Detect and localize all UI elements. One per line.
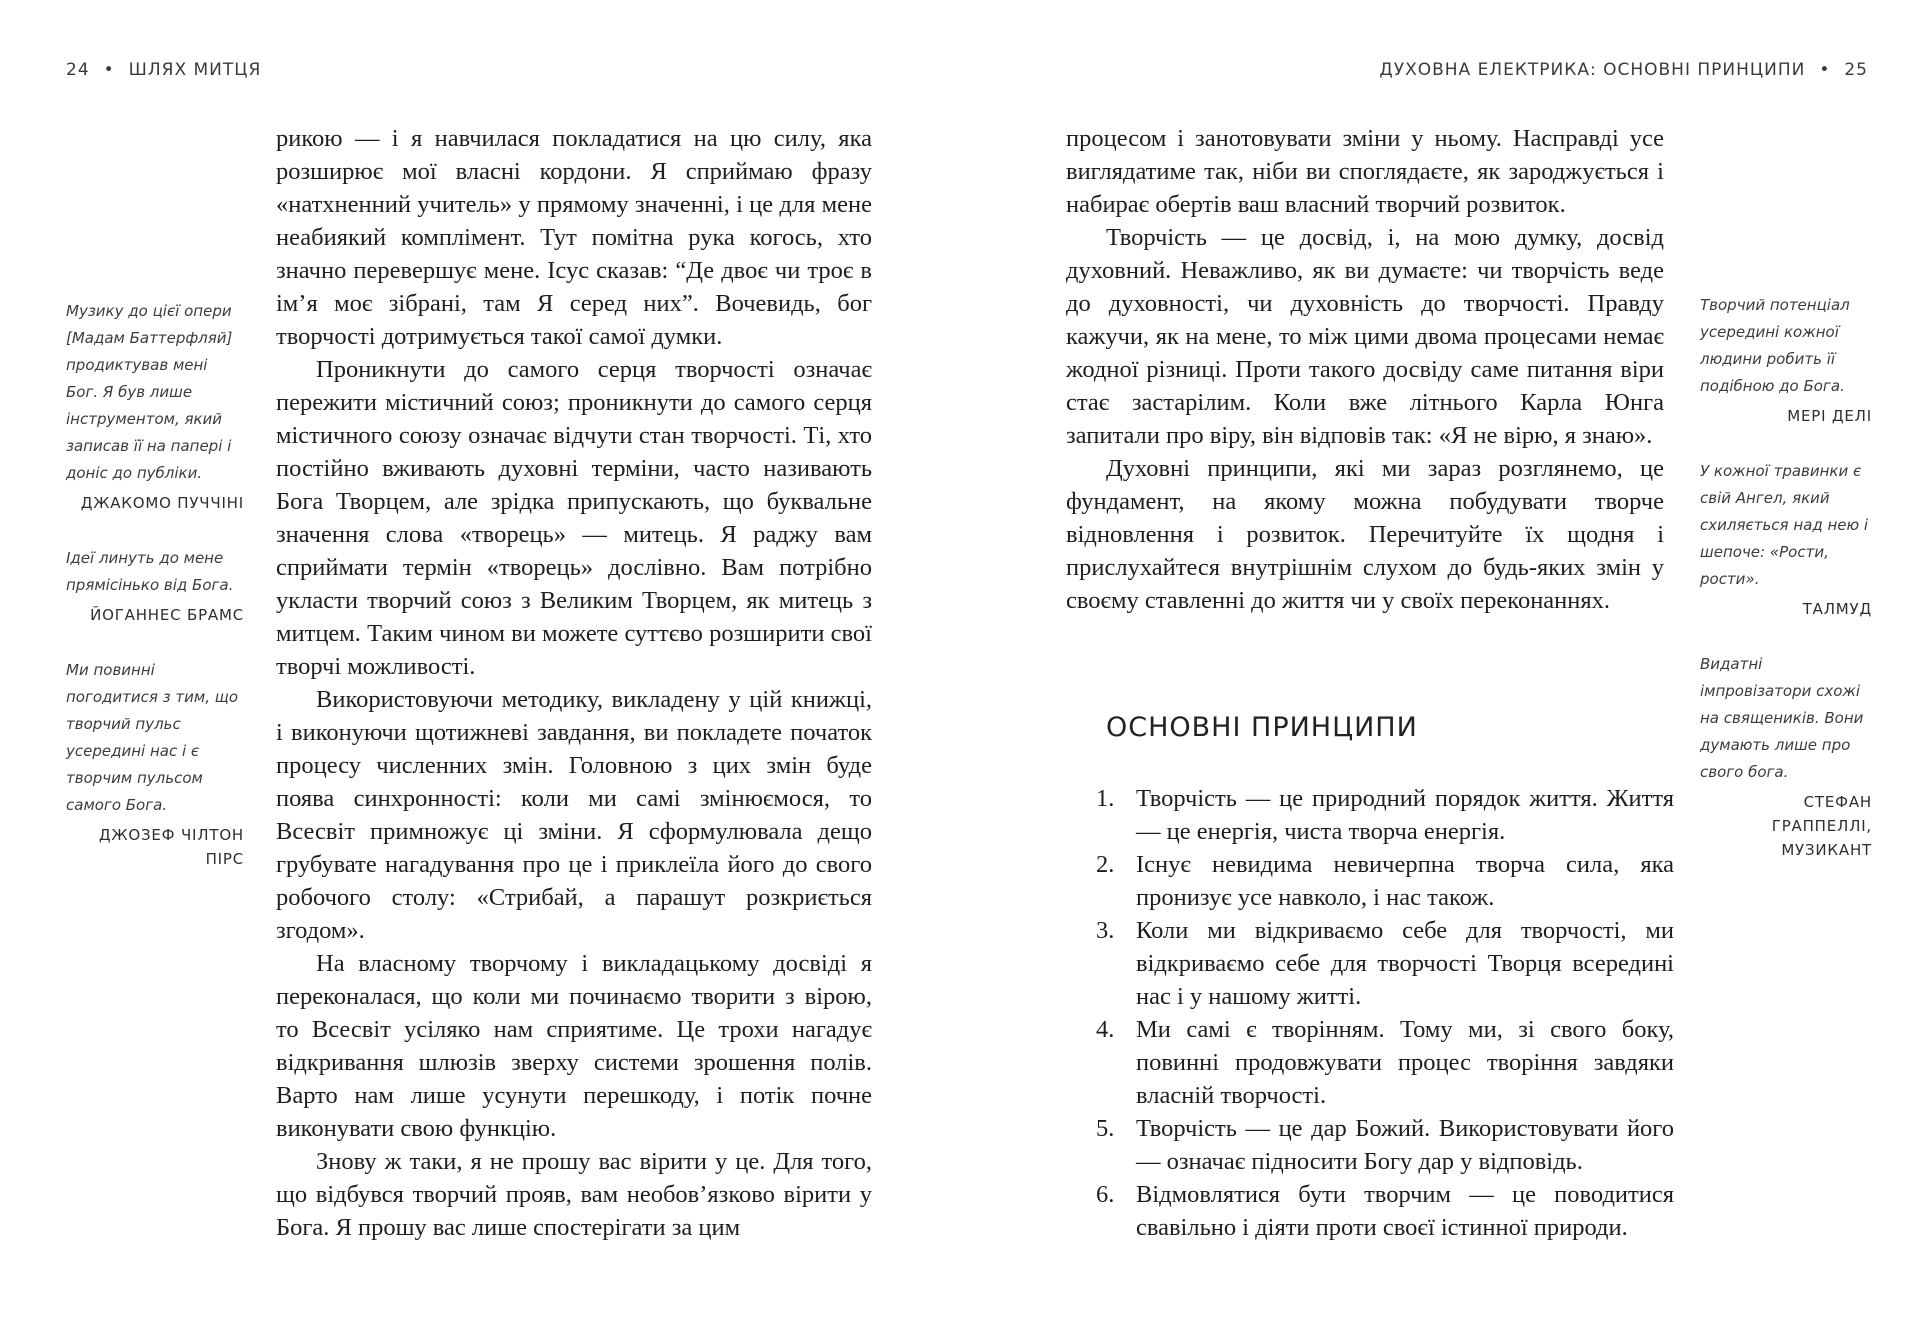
quote-author: СТЕФАН ГРАППЕЛЛІ, МУЗИКАНТ bbox=[1771, 793, 1872, 859]
list-item bbox=[1096, 782, 1674, 848]
paragraph: На власному творчому і викладацькому досвіді я переконалася, що коли ми починаємо творити з вірою, то Всесвіт усіляко нам сприятиме. Це трохи нагадує відкривання шлюзів зверху системи зрошення полів. Варто нам лише усунути перешкоду, і потік почне виконувати свою функцію. bbox=[276, 950, 872, 1142]
item-text: Відмовлятися бути творчим — це поводитися свавільно і діяти проти своєї істинної природи. bbox=[1136, 1181, 1674, 1241]
item-text: Творчість — це природний порядок життя. Життя — це енергія, чиста творча енергія. bbox=[1136, 785, 1674, 845]
quote-author: МЕРІ ДЕЛІ bbox=[1787, 407, 1872, 425]
item-text: Коли ми відкриваємо себе для творчості, ми відкриваємо себе для творчості Творця всередині нас і у нашому житті. bbox=[1136, 917, 1674, 1010]
chapter-title: ДУХОВНА ЕЛЕКТРИКА: ОСНОВНІ ПРИНЦИПИ bbox=[1379, 60, 1806, 80]
left-sidebar-quotes bbox=[66, 298, 244, 901]
sidebar-quote bbox=[1700, 292, 1872, 428]
item-text: Ми самі є творінням. Тому ми, зі свого боку, повинні продовжувати процес творіння завдяки власній творчості. bbox=[1136, 1016, 1674, 1109]
list-item bbox=[1096, 1178, 1674, 1244]
sidebar-quote bbox=[1700, 458, 1872, 621]
quote-text: Музику до цієї опери [Мадам Баттерфляй] продиктував мені Бог. Я був лише інструментом, який записав її на папері і доніс до публіки. bbox=[66, 302, 233, 482]
quote-author: ЙОГАННЕС БРАМС bbox=[90, 606, 244, 624]
quote-text: Ідеї линуть до мене прямісінько від Бога. bbox=[66, 549, 234, 594]
page-number: 24 bbox=[66, 60, 90, 80]
quote-text: Видатні імпровізатори схожі на священиків. Вони думають лише про свого бога. bbox=[1700, 655, 1864, 781]
quote-text: Творчий потенціал усередині кожної людини робить її подібною до Бога. bbox=[1700, 296, 1850, 395]
right-running-head bbox=[1379, 60, 1868, 80]
sidebar-quote bbox=[66, 657, 244, 871]
paragraph: Використовуючи методику, викладену у цій книжці, і виконуючи щотижневі завдання, ви покладете початок процесу численних змін. Головною з цих змін буде поява синхронності: коли ми самі змінюємося, то Всесвіт примножує ці зміни. Я сформулювала дещо грубувате нагадування про це і приклеїла його до свого робочого столу: «Стрибай, а парашут розкриється згодом». bbox=[276, 686, 872, 944]
right-page bbox=[960, 0, 1920, 1325]
paragraph: Творчість — це досвід, і, на мою думку, досвід духовний. Неважливо, як ви думаєте: чи творчість веде до духовності, чи духовність до творчості. Правду кажучи, як на мене, то між цими двома процесами немає жодної різниці. Проти такого досвіду саме питання віри стає застарілим. Коли вже літнього Карла Юнга запитали про віру, він відповів так: «Я не вірю, я знаю». bbox=[1066, 224, 1664, 449]
header-separator: • bbox=[103, 60, 115, 80]
sidebar-quote bbox=[66, 298, 244, 515]
item-number: 2. bbox=[1096, 851, 1115, 878]
quote-text: У кожної травинки є свій Ангел, який схиляється над нею і шепоче: «Рости, рости». bbox=[1700, 462, 1869, 588]
left-running-head bbox=[66, 60, 261, 80]
sidebar-quote bbox=[66, 545, 244, 627]
item-text: Існує невидима невичерпна творча сила, яка пронизує усе навколо, і нас також. bbox=[1136, 851, 1674, 911]
item-number: 6. bbox=[1096, 1181, 1115, 1208]
quote-author: ДЖАКОМО ПУЧЧІНІ bbox=[80, 494, 244, 512]
paragraph: Знову ж таки, я не прошу вас вірити у це. Для того, що відбувся творчий прояв, вам необов’язково вірити у Бога. Я прошу вас лише спостерігати за цим bbox=[276, 1148, 872, 1241]
right-sidebar-quotes bbox=[1700, 292, 1872, 892]
list-item bbox=[1096, 848, 1674, 914]
item-text: Творчість — це дар Божий. Використовувати його — означає підносити Богу дар у відповідь. bbox=[1136, 1115, 1674, 1175]
paragraph: Духовні принципи, які ми зараз розглянемо, це фундамент, на якому можна побудувати творче відновлення і розвиток. Перечитуйте їх щодня і прислухайтеся внутрішнім слухом до будь-яких змін у своєму ставленні до життя чи у своїх переконаннях. bbox=[1066, 455, 1664, 614]
list-item bbox=[1096, 1013, 1674, 1112]
item-number: 4. bbox=[1096, 1016, 1115, 1043]
section-heading: ОСНОВНІ ПРИНЦИПИ bbox=[1106, 712, 1418, 743]
quote-author: ДЖОЗЕФ ЧІЛТОН ПІРС bbox=[98, 826, 244, 868]
right-body-text bbox=[1066, 122, 1664, 617]
list-item bbox=[1096, 1112, 1674, 1178]
quote-text: Ми повинні погодитися з тим, що творчий пульс усередині нас і є творчим пульсом самого Бога. bbox=[66, 661, 239, 814]
paragraph: процесом і занотовувати зміни у ньому. Насправді усе виглядатиме так, ніби ви споглядаєте, як зароджується і набирає обертів ваш власний творчий розвиток. bbox=[1066, 125, 1664, 218]
item-number: 1. bbox=[1096, 785, 1115, 812]
list-item bbox=[1096, 914, 1674, 1013]
paragraph: Проникнути до самого серця творчості означає пережити містичний союз; проникнути до самого серця містичного союзу означає відчути стан творчості. Ті, хто постійно вживають духовні терміни, часто називають Бога Творцем, але зрідка припускають, що буквальне значення слова «творець» — митець. Я раджу вам сприймати термін «творець» дослівно. Вам потрібно укласти творчий союз з Великим Творцем, як митець з митцем. Таким чином ви можете суттєво розширити свої творчі можливості. bbox=[276, 356, 872, 680]
item-number: 3. bbox=[1096, 917, 1115, 944]
page-number: 25 bbox=[1844, 60, 1868, 80]
header-separator: • bbox=[1819, 60, 1831, 80]
quote-author: ТАЛМУД bbox=[1802, 600, 1872, 618]
principles-list bbox=[1096, 782, 1674, 1244]
sidebar-quote bbox=[1700, 651, 1872, 862]
item-number: 5. bbox=[1096, 1115, 1115, 1142]
paragraph: рикою — і я навчилася покладатися на цю силу, яка розширює мої власні кордони. Я сприймаю фразу «натхненний учитель» у прямому значенні, і це для мене неабиякий комплімент. Тут помітна рука когось, хто значно перевершує мене. Ісус сказав: “Де двоє чи троє в ім’я моє зібрані, там Я серед них”. Вочевидь, бог творчості дотримується такої самої думки. bbox=[276, 125, 872, 350]
book-title: ШЛЯХ МИТЦЯ bbox=[128, 60, 262, 80]
left-body-text bbox=[276, 122, 872, 1244]
